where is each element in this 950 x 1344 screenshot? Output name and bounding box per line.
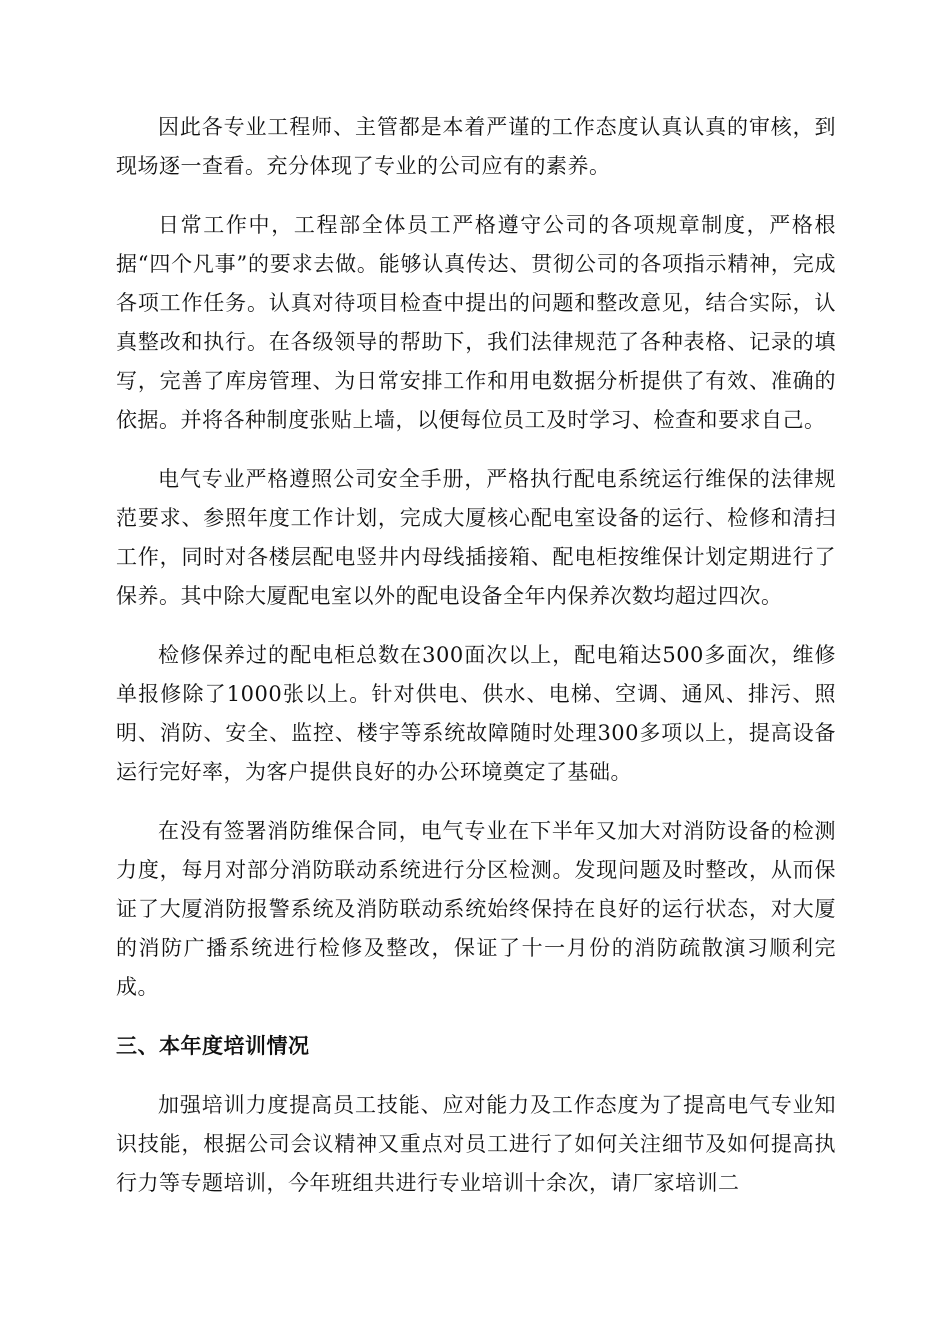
section-heading-training: 三、本年度培训情况: [116, 1034, 310, 1058]
paragraph-fire-protection: 在没有签署消防维保合同，电气专业在下半年又加大对消防设备的检测力度，每月对部分消防联动系统进行分区检测。发现问题及时整改，从而保证了大厦消防报警系统及消防联动系统始终保持在良好的运行状态，对大厦的消防广播系统进行检修及整改，保证了十一月份的消防疏散演习顺利完成。: [116, 819, 836, 999]
paragraph-electrical-maintenance: 电气专业严格遵照公司安全手册，严格执行配电系统运行维保的法律规范要求、参照年度工作计划，完成大厦核心配电室设备的运行、检修和清扫工作，同时对各楼层配电竖井内母线插接箱、配电柜按维保计划定期进行了保养。其中除大厦配电室以外的配电设备全年内保养次数均超过四次。: [116, 467, 836, 608]
paragraph-repair-statistics: 检修保养过的配电柜总数在300面次以上，配电箱达500多面次，维修单报修除了1000张以上。针对供电、供水、电梯、空调、通风、排污、照明、消防、安全、监控、楼宇等系统故障随时处理300多项以上，提高设备运行完好率，为客户提供良好的办公环境奠定了基础。: [116, 643, 836, 784]
paragraph-daily-work: 日常工作中，工程部全体员工严格遵守公司的各项规章制度，严格根据“四个凡事”的要求去做。能够认真传达、贯彻公司的各项指示精神，完成各项工作任务。认真对待项目检查中提出的问题和整改意见，结合实际，认真整改和执行。在各级领导的帮助下，我们法律规范了各种表格、记录的填写，完善了库房管理、为日常安排工作和用电数据分析提供了有效、准确的依据。并将各种制度张贴上墙，以便每位员工及时学习、检查和要求自己。: [116, 213, 836, 432]
paragraph-review-attitude: 因此各专业工程师、主管都是本着严谨的工作态度认真认真的审核，到现场逐一查看。充分体现了专业的公司应有的素养。: [116, 115, 836, 178]
document-body: [116, 108, 836, 1223]
paragraph-training: 加强培训力度提高员工技能、应对能力及工作态度为了提高电气专业知识技能，根据公司会议精神又重点对员工进行了如何关注细节及如何提高执行力等专题培训，今年班组共进行专业培训十余次，请厂家培训二: [116, 1093, 836, 1195]
